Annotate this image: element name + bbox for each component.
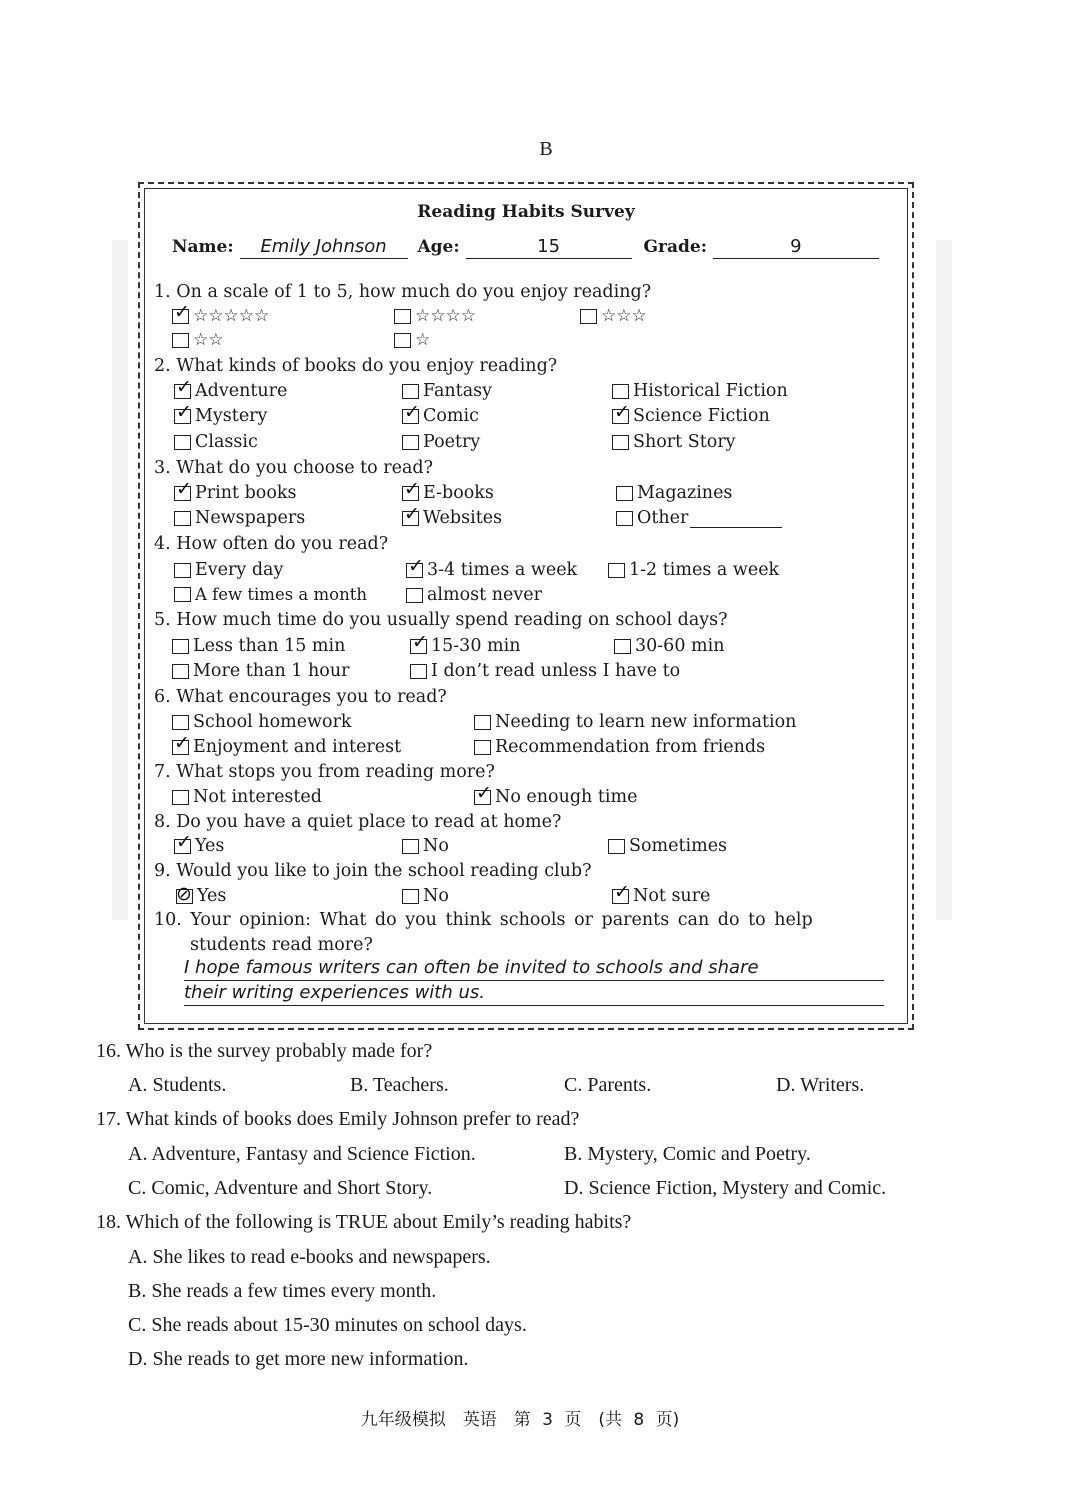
q7-option-not-interested[interactable] [172,787,322,807]
question-10-line-1: 10. Your opinion: What do you think schools or parents can do to help [154,910,813,930]
checkbox-checked-icon[interactable] [174,409,191,424]
q4-option-every-day[interactable] [174,560,283,580]
option-label: Classic [195,432,258,452]
option-label: Short Story [633,432,736,452]
checkbox-icon[interactable] [402,889,419,904]
option-label: Needing to learn new information [495,712,797,732]
other-input-line[interactable] [690,509,782,528]
option-label: Poetry [423,432,481,452]
option-label: Historical Fiction [633,381,788,401]
checkbox-checked-icon[interactable] [172,309,189,324]
question-16-option-b[interactable]: B. Teachers. [350,1074,449,1096]
five-stars-icon: ☆☆☆☆☆ [193,306,270,326]
option-label: Fantasy [423,381,492,401]
question-6: 6. What encourages you to read? [154,687,447,707]
checkbox-icon[interactable] [616,511,633,526]
q3-option-magazines[interactable] [616,483,732,503]
q2-option-comic[interactable] [402,406,479,426]
checkbox-icon[interactable] [402,384,419,399]
q4-option-few-times-month[interactable] [174,585,367,604]
q3-option-print-books[interactable] [174,483,296,503]
question-16-option-a[interactable]: A. Students. [128,1074,227,1096]
option-label: No [423,886,449,906]
checkbox-checked-icon[interactable] [174,486,191,501]
checkbox-icon[interactable] [174,435,191,450]
checkbox-checked-icon[interactable] [474,790,491,805]
name-field[interactable]: Emily Johnson [240,236,408,259]
q2-option-short-story[interactable] [612,432,736,452]
q3-option-other[interactable] [616,508,782,528]
question-17-option-c[interactable]: C. Comic, Adventure and Short Story. [128,1177,433,1199]
q8-option-yes[interactable] [174,836,224,856]
question-9: 9. Would you like to join the school reading club? [154,861,592,881]
checkbox-checked-icon[interactable] [410,639,427,654]
checkbox-checked-icon[interactable] [172,740,189,755]
question-17-option-d[interactable]: D. Science Fiction, Mystery and Comic. [564,1177,887,1199]
option-label: More than 1 hour [193,661,350,681]
option-label: 15-30 min [431,636,521,656]
checkbox-icon[interactable] [614,639,631,654]
option-label: 1-2 times a week [629,560,780,580]
option-label: Websites [423,508,503,528]
two-stars-icon: ☆☆ [193,330,224,350]
question-18-option-a[interactable]: A. She likes to read e-books and newspapers. [128,1246,491,1268]
page-footer: 九年级模拟 英语 第 3 页 (共 8 页) [360,1410,680,1430]
option-label: School homework [193,712,352,732]
option-label: Enjoyment and interest [193,737,402,757]
question-17-option-a[interactable]: A. Adventure, Fantasy and Science Fiction. [128,1143,476,1165]
grade-label: Grade: [643,237,707,257]
option-label: Science Fiction [633,406,770,426]
q4-option-almost-never[interactable] [406,585,542,605]
q5-option-less-15[interactable] [172,636,345,656]
option-label: E-books [423,483,494,503]
option-label: I don’t read unless I have to [431,661,681,681]
q6-option-homework[interactable] [172,712,352,732]
option-label: Other [637,508,689,528]
option-label: Sometimes [629,836,728,856]
q5-option-dont-read[interactable] [410,661,680,681]
question-18-option-c[interactable]: C. She reads about 15-30 minutes on school days. [128,1314,527,1336]
option-label: Print books [195,483,297,503]
option-label: Less than 15 min [193,636,346,656]
option-label: Comic [423,406,479,426]
q2-option-classic[interactable] [174,432,258,452]
checkbox-icon[interactable] [474,740,491,755]
checkbox-icon[interactable] [612,384,629,399]
grade-field[interactable]: 9 [713,236,879,259]
checkbox-checked-icon[interactable] [402,486,419,501]
q3-option-e-books[interactable] [402,483,494,503]
question-17-stem: 17. What kinds of books does Emily Johnson prefer to read? [96,1108,580,1130]
option-label: Magazines [637,483,733,503]
q7-option-no-time[interactable] [474,787,637,807]
question-18-stem: 18. Which of the following is TRUE about Emily’s reading habits? [96,1211,632,1233]
question-7: 7. What stops you from reading more? [154,762,495,782]
survey-title: Reading Habits Survey [417,202,635,222]
option-label: Yes [197,886,227,906]
checkbox-icon[interactable] [394,309,411,324]
q6-option-recommendation[interactable] [474,737,765,757]
checkbox-icon[interactable] [410,664,427,679]
checkbox-checked-icon[interactable] [174,384,191,399]
checkbox-checked-icon[interactable] [174,839,191,854]
checkbox-icon[interactable] [172,333,189,348]
option-label: 3-4 times a week [427,560,578,580]
checkbox-icon[interactable] [174,511,191,526]
question-16-stem: 16. Who is the survey probably made for? [96,1040,433,1062]
question-1: 1. On a scale of 1 to 5, how much do you enjoy reading? [154,282,652,302]
four-stars-icon: ☆☆☆☆ [415,306,476,326]
option-label: 30-60 min [635,636,725,656]
age-field[interactable]: 15 [466,236,632,259]
q1-option-3-stars[interactable] [580,306,647,326]
q2-option-historical-fiction[interactable] [612,381,788,401]
checkbox-checked-icon[interactable] [402,409,419,424]
q5-option-30-60[interactable] [614,636,724,656]
option-label: A few times a month [195,585,367,604]
q2-option-fantasy[interactable] [402,381,492,401]
checkbox-icon[interactable] [608,563,625,578]
option-label: Newspapers [195,508,306,528]
q5-option-15-30[interactable] [410,636,520,656]
checkbox-icon[interactable] [394,333,411,348]
option-label: Every day [195,560,284,580]
option-label: Adventure [195,381,288,401]
survey-form [138,182,914,1030]
survey-content [140,184,912,1028]
question-4: 4. How often do you read? [154,534,389,554]
question-18-option-b[interactable]: B. She reads a few times every month. [128,1280,437,1302]
q4-option-1-2-times[interactable] [608,560,779,580]
checkbox-icon[interactable] [406,588,423,603]
checkbox-icon[interactable] [402,435,419,450]
one-star-icon: ☆ [415,330,431,350]
q2-option-science-fiction[interactable] [612,406,770,426]
question-18-option-d[interactable]: D. She reads to get more new information. [128,1348,469,1370]
checkbox-checked-icon[interactable] [612,889,629,904]
scan-shadow-left [112,240,128,920]
q5-option-more-1-hour[interactable] [172,661,349,681]
q6-option-enjoyment[interactable] [172,737,401,757]
checkbox-checked-icon[interactable] [402,511,419,526]
option-label: No [423,836,449,856]
question-10-line-2: students read more? [190,935,373,955]
q8-option-sometimes[interactable] [608,836,727,856]
q2-option-adventure[interactable] [174,381,287,401]
option-label: No enough time [495,787,638,807]
question-8: 8. Do you have a quiet place to read at home? [154,812,562,832]
question-16-option-d[interactable]: D. Writers. [776,1074,865,1096]
student-info-line [172,236,879,259]
checkbox-scribbled-icon[interactable] [176,889,193,904]
question-16-option-c[interactable]: C. Parents. [564,1074,652,1096]
checkbox-icon[interactable] [172,639,189,654]
q3-option-newspapers[interactable] [174,508,305,528]
q1-option-2-stars[interactable] [172,330,223,350]
q6-option-learn-info[interactable] [474,712,796,732]
checkbox-icon[interactable] [612,435,629,450]
three-stars-icon: ☆☆☆ [601,306,647,326]
checkbox-icon[interactable] [616,486,633,501]
scan-shadow-right [936,240,952,920]
name-label: Name: [172,237,234,257]
option-label: Not interested [193,787,322,807]
checkbox-checked-icon[interactable] [406,563,423,578]
option-label: Mystery [195,406,268,426]
q8-option-no[interactable] [402,836,449,856]
option-label: Recommendation from friends [495,737,766,757]
age-label: Age: [417,237,460,257]
section-letter: B [539,138,553,160]
opinion-answer-line-2[interactable]: their writing experiences with us. [184,981,884,1006]
question-3: 3. What do you choose to read? [154,458,434,478]
q2-option-poetry[interactable] [402,432,480,452]
checkbox-icon[interactable] [174,587,191,602]
opinion-answer-line-1[interactable]: I hope famous writers can often be invited to schools and share [184,956,884,981]
checkbox-icon[interactable] [402,839,419,854]
checkbox-icon[interactable] [174,563,191,578]
q9-option-yes[interactable] [176,886,226,906]
option-label: almost never [427,585,542,605]
checkbox-icon[interactable] [580,309,597,324]
q9-option-not-sure[interactable] [612,886,710,906]
q1-option-1-star[interactable] [394,330,430,350]
option-label: Not sure [633,886,711,906]
option-label: Yes [195,836,225,856]
question-17-option-b[interactable]: B. Mystery, Comic and Poetry. [564,1143,811,1165]
checkbox-icon[interactable] [474,715,491,730]
q4-option-3-4-times[interactable] [406,560,577,580]
checkbox-icon[interactable] [608,839,625,854]
q2-option-mystery[interactable] [174,406,267,426]
checkbox-checked-icon[interactable] [612,409,629,424]
checkbox-icon[interactable] [172,664,189,679]
q9-option-no[interactable] [402,886,449,906]
q1-option-4-stars[interactable] [394,306,476,326]
q1-option-5-stars[interactable] [172,306,269,326]
checkbox-icon[interactable] [172,790,189,805]
question-5: 5. How much time do you usually spend reading on school days? [154,610,728,630]
checkbox-icon[interactable] [172,715,189,730]
question-2: 2. What kinds of books do you enjoy reading? [154,356,558,376]
q3-option-websites[interactable] [402,508,502,528]
